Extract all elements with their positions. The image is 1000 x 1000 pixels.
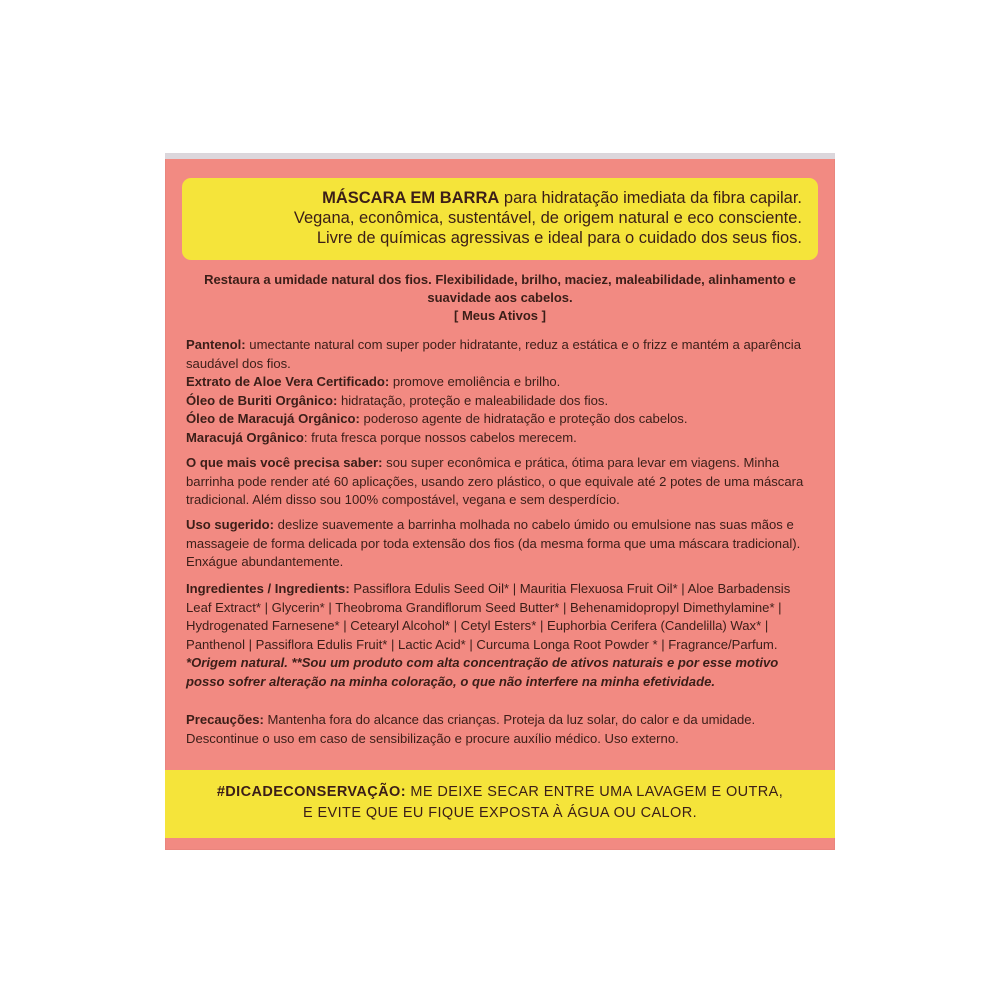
usage-paragraph [186,516,816,572]
ingredients-label: Ingredientes / Ingredients: [186,581,350,596]
active-item: Óleo de Maracujá Orgânico: poderoso agente de hidratação e proteção dos cabelos. [186,411,688,427]
header-line-3: Livre de químicas agressivas e ideal para o cuidado dos seus fios. [316,229,802,247]
intro-block [185,271,815,325]
actives-list [186,336,816,448]
actives-heading: [ Meus Ativos ] [454,308,546,323]
ingredients-note: *Origem natural. **Sou um produto com alta concentração de ativos naturais e por esse motivo posso sofrer alteração na minha coloração, o que não interfere na minha efetividade. [186,655,779,689]
usage-text: deslize suavemente a barrinha molhada no cabelo úmido ou emulsione nas suas mãos e massageie de forma delicada por toda extensão dos fios (da mesma forma que uma máscara tradicional). Enxágue abundantemente. [186,517,801,570]
package-edge [165,153,835,159]
header-line-2: Vegana, econômica, sustentável, de origem natural e eco consciente. [293,209,802,227]
tip-banner [165,770,835,838]
package-back-panel [165,153,835,850]
tip-hashtag: #DICADECONSERVAÇÃO: [216,784,406,800]
tip-line-1: #DICADECONSERVAÇÃO: ME DEIXE SECAR ENTRE UMA LAVAGEM E OUTRA, [216,784,784,800]
active-item: Óleo de Buriti Orgânico: hidratação, proteção e maleabilidade dos fios. [186,392,609,408]
active-item: Maracujá Orgânico: fruta fresca porque nossos cabelos merecem. [186,429,577,445]
tip-line-2: E EVITE QUE EU FIQUE EXPOSTA À ÁGUA OU CALOR. [302,805,697,821]
ingredients-paragraph [186,580,816,692]
precautions-paragraph [186,711,816,748]
header-banner [182,178,818,260]
precautions-label: Precauções: [186,712,264,727]
usage-label: Uso sugerido: [186,517,275,532]
info-paragraph [186,454,816,510]
intro-text: Restaura a umidade natural dos fios. Flexibilidade, brilho, maciez, maleabilidade, alinhamento e suavidade aos cabelos. [204,272,796,305]
active-item: Extrato de Aloe Vera Certificado: promove emoliência e brilho. [186,374,561,390]
ingredients-text: Passiflora Edulis Seed Oil* | Mauritia Flexuosa Fruit Oil* | Aloe Barbadensis Leaf Extract* | Glycerin* | Theobroma Grandiflorum Seed Butter* | Behenamidopropyl Dimethylamine* | Hydrogenated Farnesene* | Cetearyl Alcohol* | Cetyl Esters* | Euphorbia Cerifera (Candelilla) Wax* | Panthenol | Passiflora Edulis Fruit* | Lactic Acid* | Curcuma Longa Root Powder * | Fragrance/Parfum. [186,581,791,652]
header-title: MÁSCARA EM BARRA para hidratação imediata da fibra capilar. [322,189,802,207]
active-item: Pantenol: umectante natural com super poder hidratante, reduz a estática e o frizz e mantém a aparência saudável dos fios. [186,337,801,371]
info-text: sou super econômica e prática, ótima para levar em viagens. Minha barrinha pode render até 60 aplicações, usando zero plástico, o que equivale até 2 potes de uma máscara tradicional. Além disso sou 100% compostável, vegana e sem desperdício. [186,455,804,508]
info-label: O que mais você precisa saber: [186,455,383,470]
precautions-text: Mantenha fora do alcance das crianças. Proteja da luz solar, do calor e da umidade. Descontinue o uso em caso de sensibilização e procure auxílio médico. Uso externo. [186,712,756,746]
